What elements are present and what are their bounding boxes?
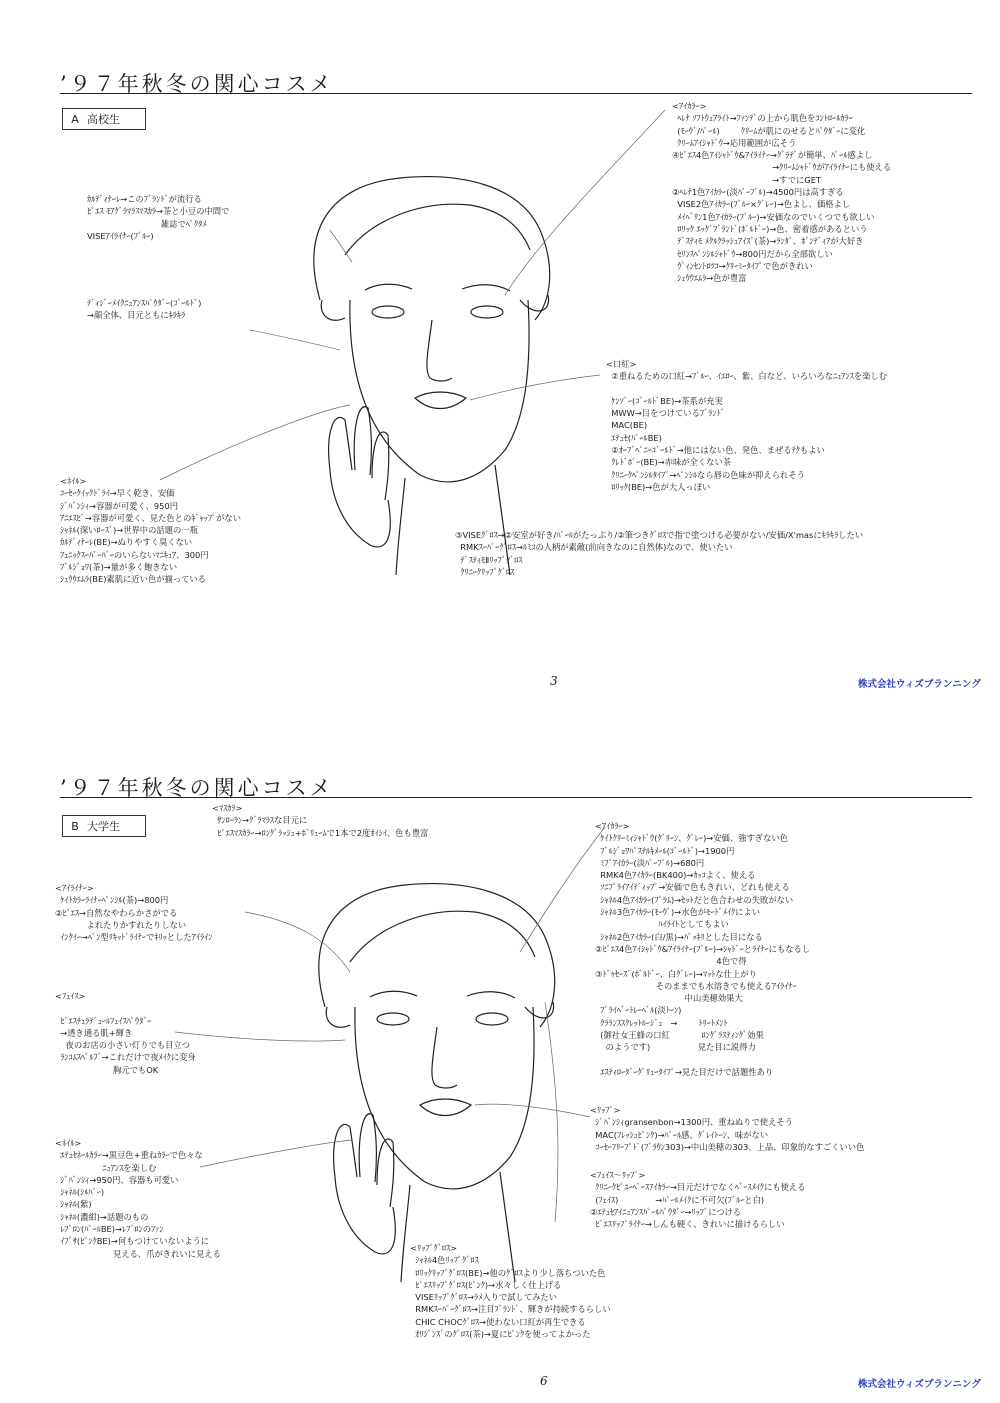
page-number: 3 xyxy=(550,674,558,688)
hand xyxy=(329,407,391,547)
eyebrow xyxy=(467,992,515,998)
company-name: 株式会社ウィズプランニング xyxy=(858,1379,981,1390)
eye xyxy=(377,1013,409,1025)
page-number: 6 xyxy=(540,1374,548,1388)
hair-curl xyxy=(326,1007,350,1027)
page-b xyxy=(0,702,1000,1403)
note-face-lip: <ﾌｪｲｽ〜ﾘｯﾌﾟ> ｸﾘﾆｰｸﾋﾟﾕｰﾍﾞｰｽｱｲｶﾗｰ→目元だけでなくﾍﾞｰｽﾒｲｸにも使える (ﾌｪｲｽ) →ﾊﾟｰﾙﾒｲｸに不可欠(ﾌﾞﾙｰと白) ②ｴﾃｭｾｱｲﾆｭｱﾝｽﾊﾟｰﾙﾊﾟｳﾀﾞｰ→ﾘｯﾌﾟにつける ﾋﾟｴｽﾘｯﾌﾟﾗｲﾅｰ→しんも硬く、きれいに描けるらしい xyxy=(590,1170,806,1230)
page-title: ’９７年秋冬の関心コスメ xyxy=(60,72,334,96)
eyebrow xyxy=(370,991,417,997)
eyebrow xyxy=(462,285,510,291)
eye xyxy=(372,306,404,318)
note-lip: <ﾘｯﾌﾟ> ｼﾞﾊﾞﾝｼｨgransenbon→1300円、重ねぬりで使えそう MAC(ﾌﾚｯｼｭﾋﾟﾝｸ)→ﾊﾟｰﾙ感、ｸﾞﾚｲﾄｰﾝ、味がない ｺｰｾｰﾌﾘｰﾌﾟﾄﾞ(ﾌﾞﾗｳﾝ303)→中山美穂の303、上品、印象的なすごくいい色 xyxy=(590,1105,865,1152)
note-left-mid: ﾃﾞｨｼﾞｰﾒｲｸﾆｭｱﾝｽﾊﾟｳﾀﾞｰ(ｺﾞｰﾙﾄﾞ) →顔全体、目元ともにｷﾗｷﾗ xyxy=(87,298,202,321)
hair-outline xyxy=(314,177,550,320)
lips xyxy=(420,1099,471,1116)
leader-lines xyxy=(160,110,665,480)
face-contour xyxy=(355,1007,534,1189)
neck xyxy=(401,1185,410,1282)
lips xyxy=(415,392,466,409)
note-gloss: ③VISEｸﾞﾛｽ→②安室が好き/ﾊﾟｰﾙがたっぷり/②筆つきｸﾞﾛｽで指で塗つける必要がない/安価/X'masにｷﾗｷﾗしたい RMKｽｰﾊﾟｰｸﾞﾛｽ→ﾙﾐｺの人柄が素敵(前向きなのに自然体)なので、使いたい ﾃﾞｽﾃｨﾓⅡﾘｯﾌﾟｸﾞﾛｽ ｸﾘﾆｰｸﾘｯﾌﾟｸﾞﾛｽ xyxy=(455,530,864,577)
hand xyxy=(334,1114,396,1254)
eye xyxy=(476,1013,508,1025)
hair-strand xyxy=(345,204,530,255)
note-eye-color: <ｱｲｶﾗｰ> ｹｲﾄｸﾘｰﾐｨｼｬﾄﾞｳ(ｸﾞﾘｰﾝ、ｸﾞﾚｰ)→安価、強すぎない色 ﾌﾞﾙｼﾞｮﾜﾊﾟｽﾃﾙｷﾒｰﾙ(ｺﾞｰﾙﾄﾞ)→1900円 ﾐﾌﾟｱｲｶﾗｰ(淡ﾊﾟｰﾌﾟﾙ)→680円 RMK4色ｱｲｶﾗｰ(BK400)→ｶｯｺよく、使える ｿﾆﾌﾟﾗｲｱｲﾃﾞｨｯﾌﾟ→安価で色もきれい、どれも使える ｼｬﾈﾙ4色ｱｲｶﾗｰ(ﾌﾟﾗﾑ)→ｾｯﾄだと色合わせの失敗がない ｼｬﾈﾙ3色ｱｲｶﾗｰ(ﾓｰｳﾞ)→水色がﾓｰﾄﾞﾒｲｸによい ﾊｲﾗｲﾄとしてもよい ｼｬﾈﾙ2色ｱｲｶﾗｰ(白/黒)→ﾊﾟｯｷﾘとした目になる ②ﾋﾟｴｽ4色ｱｲｼｬﾄﾞｳ&ｱｲﾗｲﾅｰ(ﾌﾞﾙｰ)→ｼｬﾄﾞｰとﾗｲﾅｰにもなるし 4色で得 ③ﾄﾞｩｾｰｽﾞ(ﾎﾞﾙﾄﾞｰ、白ｸﾞﾚｰ)→ﾏｯﾄな仕上がり そのままでも水溶きでも使えるｱｲﾗｲﾅｰ 中山美穂効果大 ﾌﾟﾗｲﾍﾞｰﾄﾚｰﾍﾞﾙ(淡ﾄｰﾝ) ｸﾗﾗﾝｽｽｸﾚｯﾄﾙｰｼﾞｭ → ﾄﾘｰﾄﾒﾝﾄ (御社女王蜂の口紅 ﾛﾝｸﾞﾗｽﾃｨﾝｸﾞ効果 のようです) 見た目に説得力 ｴｽﾃｨﾛｰﾀﾞｰｸﾞﾘｭｰﾀｲﾌﾟ→見た目だけで話題性あり xyxy=(595,821,811,1077)
hair-curl xyxy=(321,300,345,320)
nose xyxy=(432,1027,457,1088)
note-eye-color: <ｱｲｶﾗｰ> ﾍﾚﾅ ｿﾌﾄｳｪｱﾗｲﾄ→ﾌｧﾝﾃﾞの上から肌色をｺﾝﾄﾛｰﾙｶﾗｰ (ﾓｰｳﾞ/ﾊﾟｰﾙ) ｸﾘｰﾑが肌にのせるとﾊﾟｳﾀﾞｰに変化 ｸﾘｰﾑｱｲｼｬﾄﾞｳ→応用範囲が広そう ④ﾋﾟｴｽ4色ｱｲｼｬﾄﾞｳ&ｱｲﾗｲﾅｰ→ｸﾞﾗﾃﾞが簡単、ﾊﾟｰﾙ感よし →ｸﾘｰﾑｼｬﾄﾞｳがｱｲﾗｲﾅｰにも使える →すでにGET ②ﾍﾚﾅ1色ｱｲｶﾗｰ(淡ﾊﾟｰﾌﾟﾙ)→4500円は高すぎる VISE2色ｱｲｶﾗｰ(ﾌﾞﾙｰ×ｸﾞﾚｰ)→色よし、価格よし ﾒｲﾍﾞﾘﾝ1色ｱｲｶﾗｰ(ﾌﾞﾙｰ)→安価なのでいくつでも欲しい ﾛﾘｯｸ ｴｯｸﾞﾌﾞﾗﾝﾄﾞ(ﾎﾞﾙﾄﾞｰ)→色、密着感があるという ﾃﾞｽﾃｨﾓ ﾒｸﾙｸﾗｯｼｭｱｲｽﾞ(茶)→ﾗﾝﾀﾞ、ﾎﾞﾝﾃﾞｨｱが大好き ｾﾘﾝｽﾍﾟﾝｼﾙｼｬﾄﾞｳ→800円だから全部欲しい ｳﾞｨﾝｾﾝﾄﾛﾂｺ→ｸﾘｰﾐｰﾀｲﾌﾟで色がきれい ｼｭｳｳｴﾑﾗ→色が豊富 xyxy=(672,101,892,284)
note-eyeliner: <ｱｲﾗｲﾅｰ> ｹｲﾄｶﾗｰﾗｲﾅｰﾍﾟﾝｼﾙ(茶)→800円 ②ﾋﾟｴｽ→自然なやわらかさがでる よれたりかすれたりしない ｲﾝｸｲｰ→ﾍﾟﾝ型ﾘｷｯﾄﾞﾗｲﾅｰでｷﾘｯとしたｱｲﾗｲﾝ xyxy=(55,883,213,943)
note-face: <ﾌｪｲｽ> ﾋﾟｴｽﾁｭﾗﾃﾞｭｰﾙﾌｪｲｽﾊﾟｳﾀﾞｰ →透き通る肌+輝き 夜のお店の小さい灯りでも目立つ ﾗﾝｺﾑｽﾍﾟﾙﾌﾞ→これだけで夜ﾒｲｸに変身 胸元でもOK xyxy=(55,991,196,1075)
page-title: ’９７年秋冬の関心コスメ xyxy=(60,776,334,800)
eye xyxy=(471,306,503,318)
note-nail: <ﾈｲﾙ> ｴﾃｭｾﾈｰﾙｶﾗｰ→黒豆色+重ねｶﾗｰで色々な ﾆｭｱﾝｽを楽しむ ｼﾞﾊﾞﾝｼｨ→950円、容器も可愛い ｼｬﾈﾙ(ｼﾙﾊﾞｰ) ｼｬﾈﾙ(紫) ｼｬﾈﾙ(濃紺)→話題のもの ﾚﾌﾞﾛﾝ(ﾊﾟｰﾙBE)→ﾚﾌﾞﾛﾝのﾌｧﾝ ｲﾌﾟｻ(ﾋﾟﾝｸBE)→何もつけていないように 見える、爪がきれいに見える xyxy=(55,1138,221,1259)
company-name: 株式会社ウィズプランニング xyxy=(858,679,981,690)
hair-strand xyxy=(350,911,535,962)
segment-text: 高校生 xyxy=(87,113,120,126)
neck xyxy=(396,478,405,575)
nose xyxy=(427,320,452,381)
note-lipgloss: <ﾘｯﾌﾟｸﾞﾛｽ> ｼｬﾈﾙ4色ﾘｯﾌﾟｸﾞﾛｽ ﾛﾘｯｸﾘｯﾌﾟｸﾞﾛｽ(BE)→他のｸﾞﾛｽより少し落ちついた色 ﾋﾟｴｽﾘｯﾌﾟｸﾞﾛｽ(ﾋﾟﾝｸ)→水々しく仕上げる VISEﾘｯﾌﾟｸﾞﾛｽ→ﾗﾒ入りで試してみたい RMKｽｰﾊﾟｰｸﾞﾛｽ→注目ﾌﾞﾗﾝﾄﾞ、輝きが持続するらしい CHIC CHOCｸﾞﾛｽ→使わない口紅が再生できる ｵﾘｼﾞﾝｽﾞのｸﾞﾛｽ(茶)→夏にﾋﾟﾝｸを使ってよかった xyxy=(410,1243,611,1340)
face-contour xyxy=(350,300,529,482)
hair-outline xyxy=(319,884,555,1027)
note-mascara: <ﾏｽｶﾗ> ｻﾝﾛｰﾗﾝ→ｸﾞﾗﾏﾗｽな目元に ﾋﾟｴｽﾏｽｶﾗｰ→ﾛﾝｸﾞﾗｯｼｭ+ﾎﾞﾘｭｰﾑで1本で2度ｵｲｼｲ、色も豊富 xyxy=(212,803,429,838)
segment-letter: B xyxy=(71,819,79,833)
note-left-top: ｶﾙﾃﾞｨﾅｰﾚ→このﾌﾞﾗﾝﾄﾞが流行る ﾋﾟｴｽ ﾓｱｸﾞﾗﾏﾗｽﾏｽｶﾗ→茶と小豆の中間で 雑誌でﾍﾟｸﾀﾒ VISEｱｲﾗｲﾅｰ(ﾌﾞﾙｰ) xyxy=(87,194,230,241)
segment-text: 大学生 xyxy=(87,820,120,833)
note-nail: <ﾈｲﾙ> ｺｰｾｰｸｲｯｸﾄﾞﾗｲ→早く乾き、安価 ｼﾞﾊﾞﾝｼｨ→容器が可愛く、950円 ｱﾆｴｽﾋﾞ→容器が可愛く、見た色とのｷﾞｬｯﾌﾟがない ｼｬﾈﾙ(深いﾛｰｽﾞ)→世界中の話題の一瓶 ｶﾙﾃﾞｨﾅｰﾚ(BE)→ぬりやすく臭くない ﾌｪﾆｯｸｽｰﾊﾟｰﾊﾞｰのいらないﾏﾆｷｭｱ、300円 ﾌﾞﾙｼﾞｮﾜ(茶)→量が多く飽きない ｼｭｳｳｴﾑﾗ(BE)素肌に近い色が揃っている xyxy=(60,476,242,585)
eyebrow xyxy=(365,284,412,290)
note-lipstick: <口紅> ②重ねるための口紅→ﾌﾞﾙｰ、ｲｴﾛｰ、紫、白など、いろいろなﾆｭｱﾝｽを楽しむ ｹﾝｿﾞｰ(ｺﾞｰﾙﾄﾞBE)→茶系が充実 MWW→目をつけているﾌﾞﾗﾝﾄﾞ MAC(BE) ｴﾃｭｾ(ﾊﾟｰﾙBE) ②ｵｰﾌﾞﾍﾟﾆｰｺﾞｰﾙﾄﾞ→他にはない色、発色、まぜるﾃｸもよい ｸﾚﾄﾞﾎﾞｰ(BE)→赤味が全くない茶 ｸﾘﾆｰｸﾍﾟﾝｼﾙﾀｲﾌﾟ→ﾍﾟﾝｼﾙなら唇の色味が抑えられそう ﾛﾘｯｸ(BE)→色が大人っぽい xyxy=(606,359,888,492)
segment-letter: A xyxy=(71,112,79,126)
page-a xyxy=(0,0,1000,701)
